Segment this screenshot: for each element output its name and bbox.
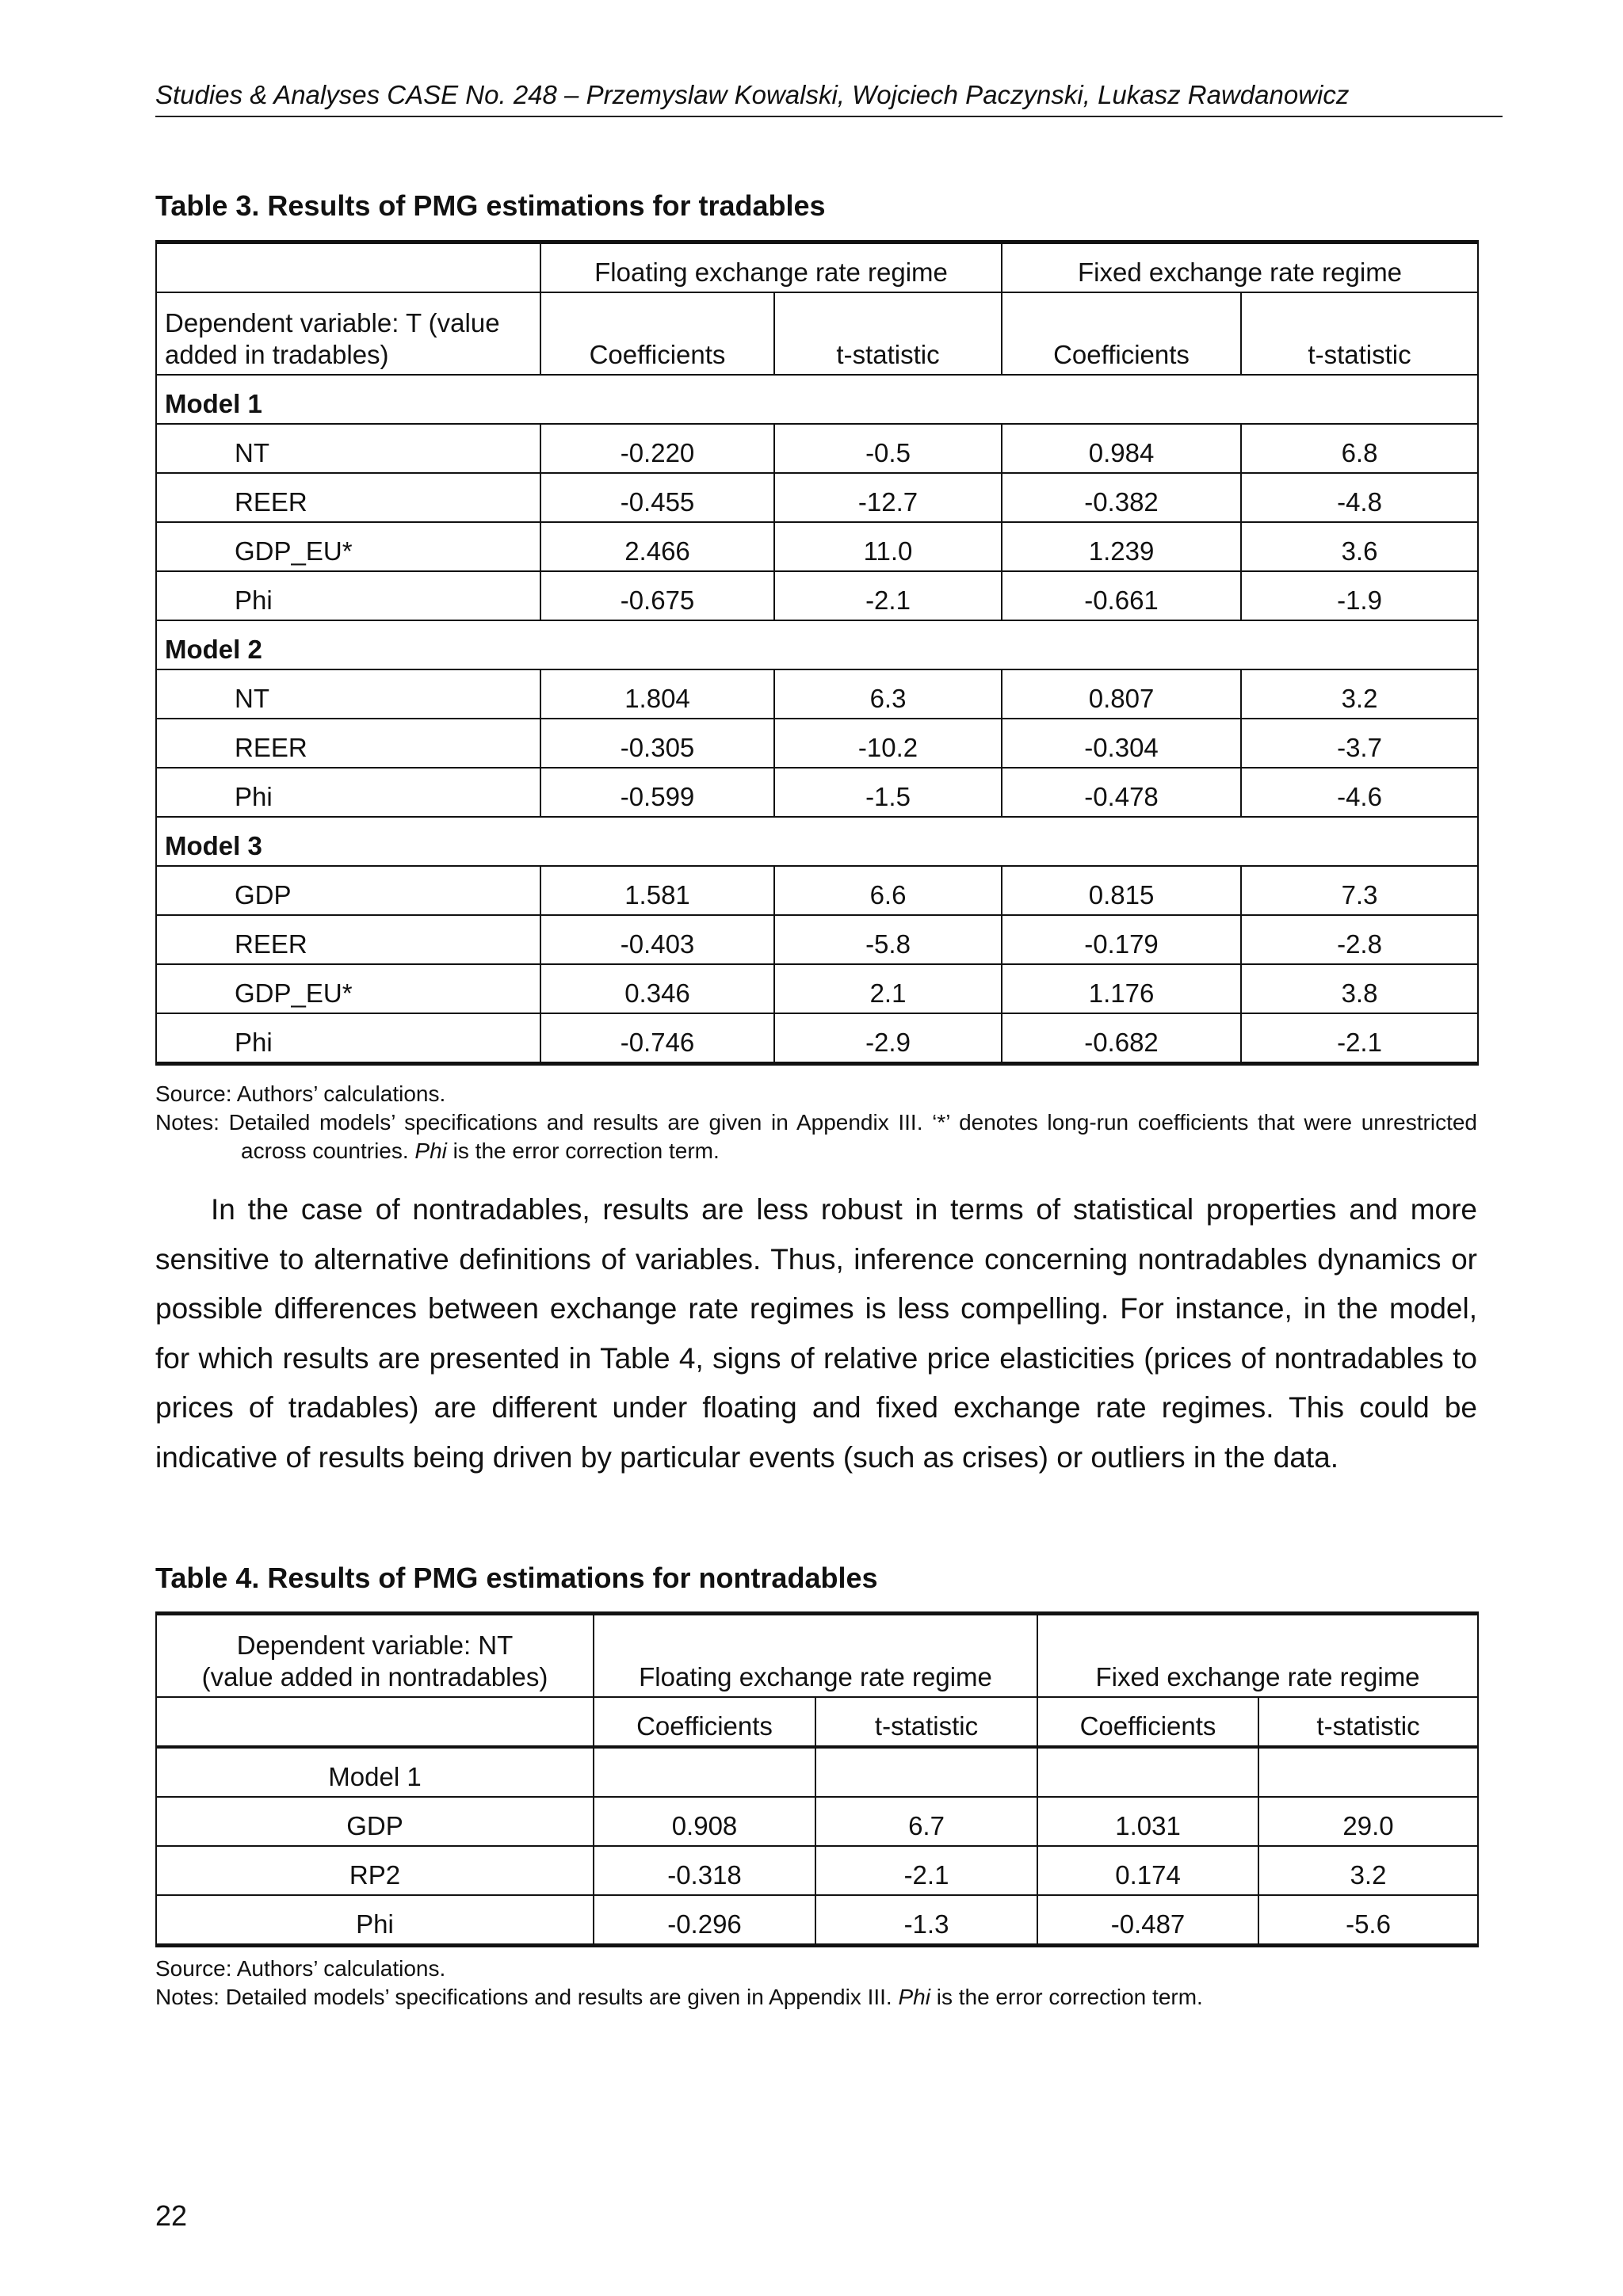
table4-model-label: Model 1 [156,1747,594,1797]
table3-cell: 1.581 [540,866,774,915]
table3-cell: -0.382 [1002,473,1241,522]
table4 [155,1611,1479,1947]
table3-cell: 0.346 [540,964,774,1013]
table3-cell: 6.8 [1241,424,1478,473]
table3-cell: -2.1 [774,571,1002,620]
table3-model-row [156,817,1478,866]
table3-model-row [156,620,1478,669]
table3-variable-label: REER [156,473,540,522]
table4-empty-corner [156,1697,594,1747]
table3-cell: -4.8 [1241,473,1478,522]
page-number: 22 [155,2199,188,2232]
table-row [156,1797,1478,1846]
table3-cell: -2.9 [774,1013,1002,1064]
table4-source: Source: Authors’ calculations. [155,1956,446,1981]
table3-cell: -0.599 [540,768,774,817]
table3-cell: 3.6 [1241,522,1478,571]
table4-cell: 29.0 [1258,1797,1478,1846]
table4-col-floating-tstat: t-statistic [815,1697,1037,1747]
table-row [156,915,1478,964]
table3 [155,240,1479,1066]
table3-cell: -0.220 [540,424,774,473]
table3-cell: 0.984 [1002,424,1241,473]
table3-cell: -5.8 [774,915,1002,964]
table3-cell: 1.239 [1002,522,1241,571]
table4-notes [155,1955,1477,2012]
table4-cell: 6.7 [815,1797,1037,1846]
table4-variable-label: RP2 [156,1846,594,1895]
table3-cell: -1.9 [1241,571,1478,620]
table3-cell: 11.0 [774,522,1002,571]
table3-cell: 0.807 [1002,669,1241,719]
table3-cell: -0.682 [1002,1013,1241,1064]
table3-notes-text: Notes: Detailed models’ specifications and results are given in Appendix III. ‘*’ denotes long-run coefficients that were unrestricted across countries. Phi is the error correction term. [155,1110,1477,1163]
table3-variable-label: Phi [156,571,540,620]
table3-col-floating-tstat: t-statistic [774,292,1002,375]
table4-cell: -1.3 [815,1895,1037,1946]
table3-variable-label: REER [156,915,540,964]
table3-model-label: Model 1 [156,375,1478,424]
table-row [156,1013,1478,1064]
table4-variable-label: Phi [156,1895,594,1946]
table-row [156,964,1478,1013]
table3-source: Source: Authors’ calculations. [155,1081,446,1106]
table3-cell: -0.403 [540,915,774,964]
table3-cell: -4.6 [1241,768,1478,817]
table3-fixed-header: Fixed exchange rate regime [1002,242,1478,293]
table3-cell: 3.8 [1241,964,1478,1013]
table-row [156,1846,1478,1895]
table3-cell: -10.2 [774,719,1002,768]
table3-cell: -0.305 [540,719,774,768]
table3-cell: -0.455 [540,473,774,522]
table3-variable-label: GDP [156,866,540,915]
table3-cell: -3.7 [1241,719,1478,768]
table4-cell: 1.031 [1037,1797,1258,1846]
table4-variable-label: GDP [156,1797,594,1846]
table3-body [156,375,1478,1064]
table3-cell: -2.8 [1241,915,1478,964]
table3-cell: -0.5 [774,424,1002,473]
table-row [156,1895,1478,1946]
table-row [156,866,1478,915]
table-row [156,669,1478,719]
table4-cell: -2.1 [815,1846,1037,1895]
body-paragraph: In the case of nontradables, results are less robust in terms of statistical properties and more sensitive to alternative definitions of variables. Thus, inference concerning nontradables dynamics or possible differences between exchange rate regimes is less compelling. For instance, in the model, for which results are presented in Table 4, signs of relative price elasticities (prices of nontradables to prices of tradables) are different under floating and fixed exchange rate regimes. This could be indicative of results being driven by particular events (such as crises) or outliers in the data. [155,1193,1477,1474]
table4-fixed-header: Fixed exchange rate regime [1037,1614,1478,1698]
table3-notes [155,1080,1477,1165]
table-row [156,719,1478,768]
table3-variable-label: REER [156,719,540,768]
table3-cell: -0.478 [1002,768,1241,817]
table3-cell: -2.1 [1241,1013,1478,1064]
table3-empty-corner [156,242,540,293]
table3-cell: -0.746 [540,1013,774,1064]
table3-column-header-row [156,292,1478,375]
running-header: Studies & Analyses CASE No. 248 – Przemyslaw Kowalski, Wojciech Paczynski, Lukasz Rawdanowicz [155,74,1503,117]
table3-cell: 6.6 [774,866,1002,915]
table4-regime-header-row [156,1614,1478,1698]
table4-cell: 0.908 [594,1797,815,1846]
table-row [156,522,1478,571]
table3-regime-header-row [156,242,1478,293]
table3-variable-label: GDP_EU* [156,964,540,1013]
table3-variable-label: GDP_EU* [156,522,540,571]
table4-body [156,1797,1478,1946]
table4-floating-header: Floating exchange rate regime [594,1614,1037,1698]
table3-cell: -0.675 [540,571,774,620]
table4-column-header-row [156,1697,1478,1747]
table4-col-fixed-coef: Coefficients [1037,1697,1258,1747]
table3-cell: -0.304 [1002,719,1241,768]
table4-cell: 3.2 [1258,1846,1478,1895]
table4-notes-text: Notes: Detailed models’ specifications and results are given in Appendix III. Phi is the error correction term. [155,1985,1203,2009]
table3-variable-label: Phi [156,1013,540,1064]
table4-title: Table 4. Results of PMG estimations for nontradables [155,1562,878,1594]
table3-cell: -0.179 [1002,915,1241,964]
table-row [156,473,1478,522]
table3-cell: 6.3 [774,669,1002,719]
table4-model-row [156,1747,1478,1797]
table3-model-label: Model 3 [156,817,1478,866]
table4-cell: -0.487 [1037,1895,1258,1946]
table3-cell: 1.804 [540,669,774,719]
table3-cell: 2.1 [774,964,1002,1013]
table-row [156,768,1478,817]
table3-col-floating-coef: Coefficients [540,292,774,375]
table-row [156,424,1478,473]
table3-title: Table 3. Results of PMG estimations for tradables [155,189,826,222]
table3-cell: 2.466 [540,522,774,571]
table3-col-fixed-tstat: t-statistic [1241,292,1478,375]
table4-cell: -5.6 [1258,1895,1478,1946]
table3-cell: 3.2 [1241,669,1478,719]
table3-variable-label: NT [156,424,540,473]
table3-variable-label: NT [156,669,540,719]
table3-cell: -12.7 [774,473,1002,522]
table4-dependent-variable: Dependent variable: NT (value added in nontradables) [156,1614,594,1698]
table3-model-row [156,375,1478,424]
table3-model-label: Model 2 [156,620,1478,669]
table3-cell: 0.815 [1002,866,1241,915]
table3-dependent-variable: Dependent variable: T (value added in tradables) [156,292,540,375]
table4-col-floating-coef: Coefficients [594,1697,815,1747]
table3-variable-label: Phi [156,768,540,817]
table3-col-fixed-coef: Coefficients [1002,292,1241,375]
table4-cell: -0.318 [594,1846,815,1895]
table4-cell: 0.174 [1037,1846,1258,1895]
table3-cell: 7.3 [1241,866,1478,915]
table3-cell: -0.661 [1002,571,1241,620]
table3-cell: -1.5 [774,768,1002,817]
table4-col-fixed-tstat: t-statistic [1258,1697,1478,1747]
table-row [156,571,1478,620]
table3-floating-header: Floating exchange rate regime [540,242,1002,293]
table3-cell: 1.176 [1002,964,1241,1013]
table4-cell: -0.296 [594,1895,815,1946]
